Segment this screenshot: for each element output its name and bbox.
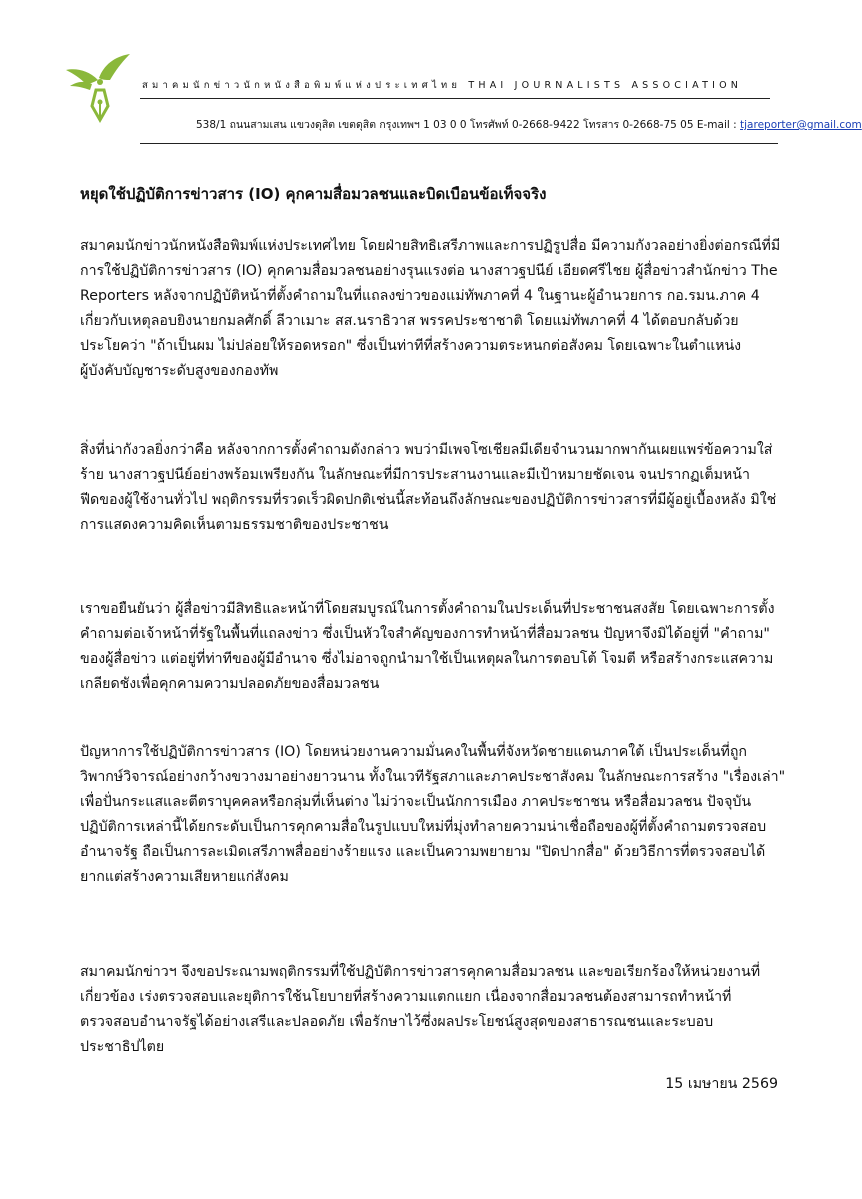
paragraph-line: คำถามต่อเจ้าหน้าที่รัฐในพื้นที่แถลงข่าว ซึ่งเป็นหัวใจสำคัญของการทำหน้าที่สื่อมวลชน ปัญหาจึงมิได้อยู่ที่ "คำถาม" [80, 626, 770, 642]
paragraph-4 [80, 740, 786, 890]
paragraph-line: เพื่อปั่นกระแสและตีตราบุคคลหรือกลุ่มที่เห็นต่าง ไม่ว่าจะเป็นนักการเมือง ภาคประชาชน หรือสื่อมวลชน ปัจจุบัน [80, 794, 752, 810]
paragraph-line: เกี่ยวกับเหตุลอบยิงนายกมลศักดิ์ ลีวาเมาะ สส.นราธิวาส พรรคประชาชาติ โดยแม่ทัพภาคที่ 4 ได้ตอบกลับด้วย [80, 313, 739, 329]
paragraph-3 [80, 597, 780, 697]
paragraph-5 [80, 960, 780, 1060]
paragraph-line: อำนาจรัฐ ถือเป็นการละเมิดเสรีภาพสื่ออย่างร้ายแรง และเป็นความพยายาม "ปิดปากสื่อ" ด้วยวิธีการที่ตรวจสอบได้ [80, 844, 766, 860]
paragraph-line: สิ่งที่น่ากังวลยิ่งกว่าคือ หลังจากการตั้งคำถามดังกล่าว พบว่ามีเพจโซเชียลมีเดียจำนวนมากพากันเผยแพร่ข้อความใส่ [80, 442, 773, 458]
paragraph-line: สมาคมนักข่าวฯ จึงขอประณามพฤติกรรมที่ใช้ปฏิบัติการข่าวสารคุกคามสื่อมวลชน และขอเรียกร้องให้หน่วยงานที่ [80, 964, 761, 980]
paragraph-line: ปัญหาการใช้ปฏิบัติการข่าวสาร (IO) โดยหน่วยงานความมั่นคงในพื้นที่จังหวัดชายแดนภาคใต้ เป็นประเด็นที่ถูก [80, 744, 748, 760]
association-address [196, 116, 862, 133]
address-text: 538/1 ถนนสามเสน แขวงดุสิต เขตดุสิต กรุงเทพฯ 1 03 0 0 โทรศัพท์ 0-2668-9422 โทรสาร 0-2668-75 05 [196, 119, 694, 131]
letterhead-divider-bottom [140, 143, 778, 144]
paragraph-line: การใช้ปฏิบัติการข่าวสาร (IO) คุกคามสื่อมวลชนอย่างรุนแรงต่อ นางสาวฐปนีย์ เอียดศรีไชย ผู้สื่อข่าวสำนักข่าว The [80, 263, 778, 279]
paragraph-2 [80, 438, 780, 538]
paragraph-line: การแสดงความคิดเห็นตามธรรมชาติของประชาชน [80, 517, 389, 533]
paragraph-line: ร้าย นางสาวฐปนีย์อย่างพร้อมเพรียงกัน ในลักษณะที่มีการประสานงานและมีเป้าหมายชัดเจน จนปรากฏเต็มหน้า [80, 467, 750, 483]
email-label: E-mail : [696, 119, 737, 131]
paragraph-1 [80, 234, 780, 384]
paragraph-line: ผู้บังคับบัญชาระดับสูงของกองทัพ [80, 363, 279, 379]
paragraph-line: เกลียดชังเพื่อคุกคามความปลอดภัยของสื่อมวลชน [80, 676, 380, 692]
paragraph-line: เกี่ยวข้อง เร่งตรวจสอบและยุติการใช้นโยบายที่สร้างความแตกแยก เนื่องจากสื่อมวลชนต้องสามารถทำหน้าที่ [80, 989, 732, 1005]
paragraph-line: ประชาธิปไตย [80, 1039, 165, 1055]
paragraph-line: สมาคมนักข่าวนักหนังสือพิมพ์แห่งประเทศไทย โดยฝ่ายสิทธิเสรีภาพและการปฏิรูปสื่อ มีความกังวลอย่างยิ่งต่อกรณีที่มี [80, 238, 781, 254]
bird-pen-nib-logo-icon [62, 44, 134, 124]
paragraph-line: ยากแต่สร้างความเสียหายแก่สังคม [80, 869, 289, 885]
document-date: 15 เมษายน 2569 [665, 1076, 778, 1092]
letterhead-divider-top [140, 98, 770, 99]
association-logo [62, 44, 134, 124]
paragraph-line: ของผู้สื่อข่าว แต่อยู่ที่ท่าทีของผู้มีอำนาจ ซึ่งไม่อาจถูกนำมาใช้เป็นเหตุผลในการตอบโต้ โจมตี หรือสร้างกระแสความ [80, 651, 774, 667]
paragraph-line: วิพากษ์วิจารณ์อย่างกว้างขวางมาอย่างยาวนาน ทั้งในเวทีรัฐสภาและภาคประชาสังคม ในลักษณะการสร้าง "เรื่องเล่า" [80, 769, 786, 785]
document-title: หยุดใช้ปฏิบัติการข่าวสาร (IO) คุกคามสื่อมวลชนและบิดเบือนข้อเท็จจริง [80, 185, 547, 203]
email-link[interactable]: tjareporter@gmail.com [740, 119, 862, 131]
paragraph-line: ฟีดของผู้ใช้งานทั่วไป พฤติกรรมที่รวดเร็วผิดปกติเช่นนี้สะท้อนถึงลักษณะของปฏิบัติการข่าวสารที่มีผู้อยู่เบื้องหลัง มิใช่ [80, 492, 777, 508]
paragraph-line: ตรวจสอบอำนาจรัฐได้อย่างเสรีและปลอดภัย เพื่อรักษาไว้ซึ่งผลประโยชน์สูงสุดของสาธารณชนและระบอบ [80, 1014, 714, 1030]
paragraph-line: เราขอยืนยันว่า ผู้สื่อข่าวมีสิทธิและหน้าที่โดยสมบูรณ์ในการตั้งคำถามในประเด็นที่ประชาชนสงสัย โดยเฉพาะการตั้ง [80, 601, 775, 617]
paragraph-line: ปฏิบัติการเหล่านี้ได้ยกระดับเป็นการคุกคามสื่อในรูปแบบใหม่ที่มุ่งทำลายความน่าเชื่อถือของผู้ที่ตั้งคำถามตรวจสอบ [80, 819, 767, 835]
paragraph-line: Reporters หลังจากปฏิบัติหน้าที่ตั้งคำถามในที่แถลงข่าวของแม่ทัพภาคที่ 4 ในฐานะผู้อำนวยการ กอ.รมน.ภาค 4 [80, 288, 760, 304]
association-name: สมาคมนักข่าวนักหนังสือพิมพ์แห่งประเทศไทย THAI JOURNALISTS ASSOCIATION [142, 80, 743, 91]
paragraph-line: ประโยคว่า "ถ้าเป็นผม ไม่ปล่อยให้รอดหรอก" ซึ่งเป็นท่าทีที่สร้างความตระหนกต่อสังคม โดยเฉพาะในตำแหน่ง [80, 338, 742, 354]
